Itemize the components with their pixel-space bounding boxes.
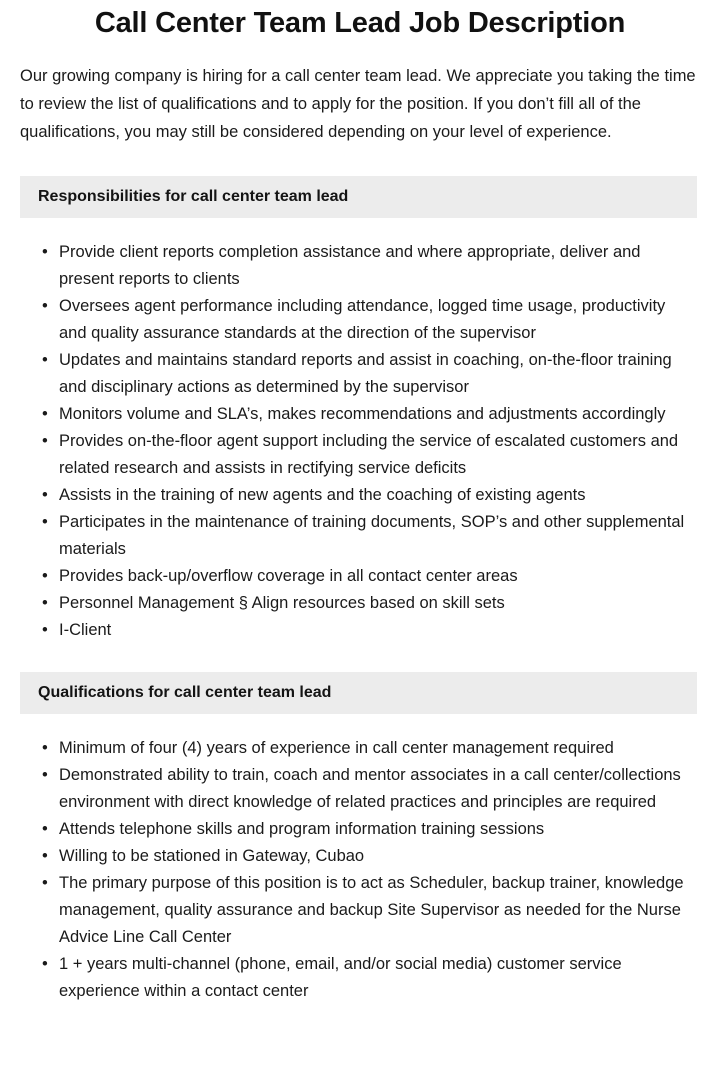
bullet-dot-icon: • (42, 243, 48, 261)
list-item-text: Minimum of four (4) years of experience in call center management required (59, 739, 614, 757)
list-item-text: Provide client reports completion assistance and where appropriate, deliver and present reports to clients (59, 243, 641, 288)
list-item-text: Provides back-up/overflow coverage in all contact center areas (59, 567, 518, 585)
bullet-dot-icon: • (42, 766, 48, 784)
section-heading-responsibilities: Responsibilities for call center team lead (20, 176, 697, 218)
list-item (0, 951, 720, 1005)
bullet-dot-icon: • (42, 874, 48, 892)
list-item-text: Willing to be stationed in Gateway, Cubao (59, 847, 365, 865)
list-item-text: Participates in the maintenance of training documents, SOP’s and other supplemental materials (59, 513, 685, 558)
list-item (0, 590, 720, 617)
bullet-dot-icon: • (42, 351, 48, 369)
bullet-dot-icon: • (42, 847, 48, 865)
list-item (0, 239, 720, 293)
section-qualifications (0, 672, 720, 1005)
list-item-text: Updates and maintains standard reports and assist in coaching, on-the-floor training and disciplinary actions as determined by the supervisor (59, 351, 672, 396)
list-item-text: Monitors volume and SLA’s, makes recommendations and adjustments accordingly (59, 405, 666, 423)
bullet-dot-icon: • (42, 297, 48, 315)
bullet-dot-icon: • (42, 820, 48, 838)
list-item (0, 816, 720, 843)
list-item (0, 563, 720, 590)
list-item (0, 762, 720, 816)
page-title: Call Center Team Lead Job Description (94, 7, 626, 39)
list-item-text: 1 + years multi-channel (phone, email, and/or social media) customer service experience within a contact center (59, 955, 622, 1000)
list-item-text: I-Client (59, 621, 112, 639)
list-item-text: Provides on-the-floor agent support including the service of escalated customers and related research and assists in rectifying service deficits (59, 432, 679, 477)
list-item (0, 293, 720, 347)
bullet-dot-icon: • (42, 513, 48, 531)
list-item (0, 735, 720, 762)
bullet-dot-icon: • (42, 621, 48, 639)
bullet-dot-icon: • (42, 955, 48, 973)
list-item-text: Personnel Management § Align resources based on skill sets (59, 594, 505, 612)
list-item (0, 870, 720, 951)
list-item (0, 401, 720, 428)
list-item-text: Assists in the training of new agents and the coaching of existing agents (59, 486, 586, 504)
bullet-dot-icon: • (42, 486, 48, 504)
list-item (0, 617, 720, 644)
list-item (0, 509, 720, 563)
bullet-dot-icon: • (42, 405, 48, 423)
bullet-dot-icon: • (42, 432, 48, 450)
qualifications-list (0, 714, 720, 1005)
list-item (0, 347, 720, 401)
list-item (0, 428, 720, 482)
list-item-text: The primary purpose of this position is to act as Scheduler, backup trainer, knowledge management, quality assurance and backup Site Supervisor as needed for the Nurse Advice Line Call Center (59, 874, 684, 946)
bullet-dot-icon: • (42, 739, 48, 757)
intro-paragraph: Our growing company is hiring for a call center team lead. We appreciate you taking the time to review the list of qualifications and to apply for the position. If you don’t fill all of the qualifications, you may still be considered depending on your level of experience. (20, 67, 696, 141)
list-item (0, 482, 720, 509)
bullet-dot-icon: • (42, 567, 48, 585)
section-responsibilities (0, 176, 720, 644)
list-item-text: Oversees agent performance including attendance, logged time usage, productivity and quality assurance standards at the direction of the supervisor (59, 297, 666, 342)
list-item-text: Attends telephone skills and program information training sessions (59, 820, 545, 838)
list-item (0, 843, 720, 870)
list-item-text: Demonstrated ability to train, coach and mentor associates in a call center/collections environment with direct knowledge of related practices and principles are required (59, 766, 681, 811)
section-heading-qualifications: Qualifications for call center team lead (20, 672, 697, 714)
responsibilities-list (0, 218, 720, 644)
bullet-dot-icon: • (42, 594, 48, 612)
